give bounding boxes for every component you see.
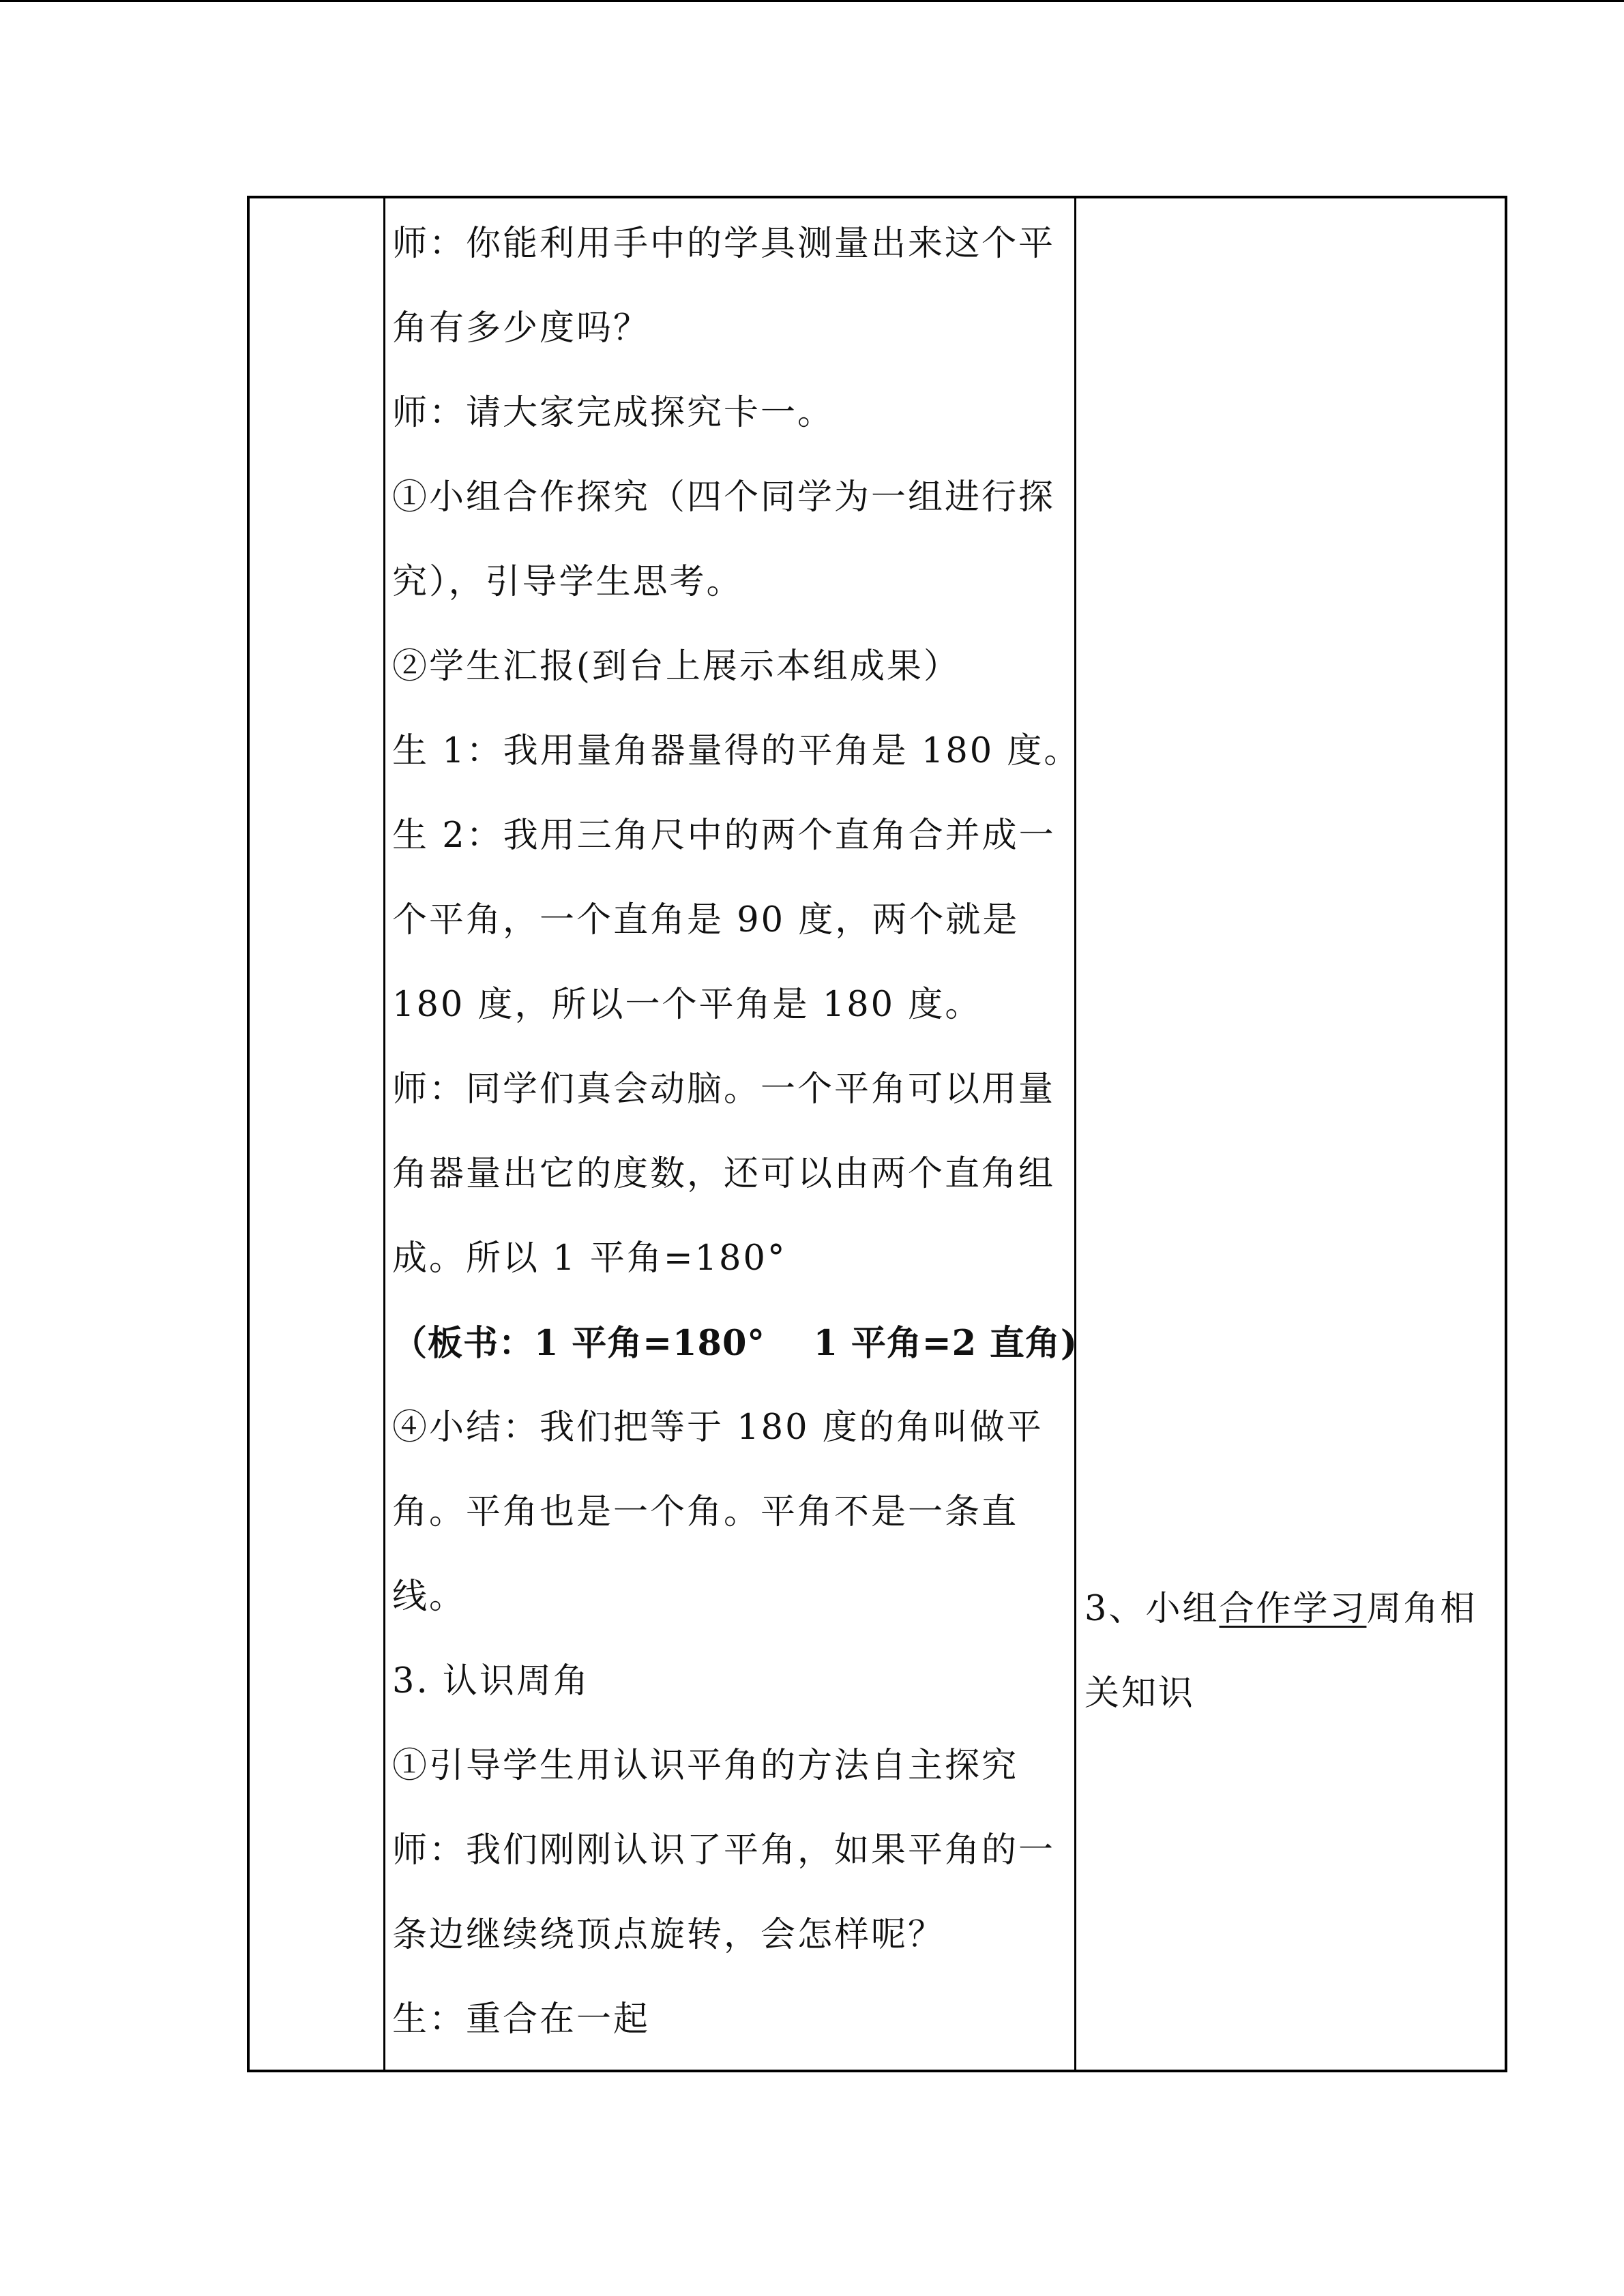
blackboard-note: （板书：1 平角=180° 1 平角=2 直角) — [392, 1323, 1078, 1364]
design-intent-cell — [1079, 198, 1505, 2070]
process-line: 师：请大家完成探究卡一。 — [392, 393, 835, 433]
process-line: 生 1：我用量角器量得的平角是 180 度。 — [392, 731, 1081, 771]
process-line: 师：你能利用手中的学具测量出来这个平 — [392, 224, 1056, 264]
page-top-border — [0, 0, 1624, 2]
process-line: 线。 — [392, 1577, 467, 1617]
process-line: 究），引导学生思考。 — [392, 562, 743, 602]
process-line: 生 2：我用三角尺中的两个直角合并成一 — [392, 816, 1056, 856]
process-line: 师：同学们真会动脑。一个平角可以用量 — [392, 1069, 1056, 1109]
process-line: ①小组合作探究（四个同学为一组进行探 — [392, 477, 1056, 518]
process-line: ①引导学生用认识平角的方法自主探究 — [392, 1746, 1019, 1786]
process-line: 条边继续绕顶点旋转，会怎样呢？ — [392, 1915, 945, 1955]
process-line: 角有多少度吗？ — [392, 308, 651, 348]
process-line: 个平角，一个直角是 90 度，两个就是 — [392, 900, 1020, 940]
process-line: 成。所以 1 平角=180° — [392, 1238, 787, 1279]
process-line: 180 度，所以一个平角是 180 度。 — [392, 985, 982, 1025]
intent-suffix: 周角相 — [1366, 1589, 1477, 1629]
process-line: ②学生汇报(到台上展示本组成果） — [392, 646, 960, 687]
intent-prefix: 3、小组 — [1084, 1589, 1220, 1629]
intent-underlined: 合作学习 — [1219, 1589, 1367, 1629]
process-line: 生：重合在一起 — [392, 1999, 651, 2040]
process-line: ④小结：我们把等于 180 度的角叫做平 — [392, 1407, 1044, 1448]
intent-line-2: 关知识 — [1084, 1673, 1196, 1714]
section-heading: 3. 认识周角 — [392, 1661, 590, 1701]
intent-line-1 — [1084, 1567, 1477, 1652]
teaching-process-cell — [388, 198, 1081, 2070]
process-line: 角。平角也是一个角。平角不是一条直 — [392, 1492, 1019, 1532]
process-line: 师：我们刚刚认识了平角，如果平角的一 — [392, 1830, 1056, 1870]
column-divider-1 — [383, 198, 385, 2070]
process-line: 角器量出它的度数，还可以由两个直角组 — [392, 1154, 1056, 1194]
design-intent-text — [1084, 1567, 1477, 1736]
lesson-table — [247, 196, 1507, 2072]
